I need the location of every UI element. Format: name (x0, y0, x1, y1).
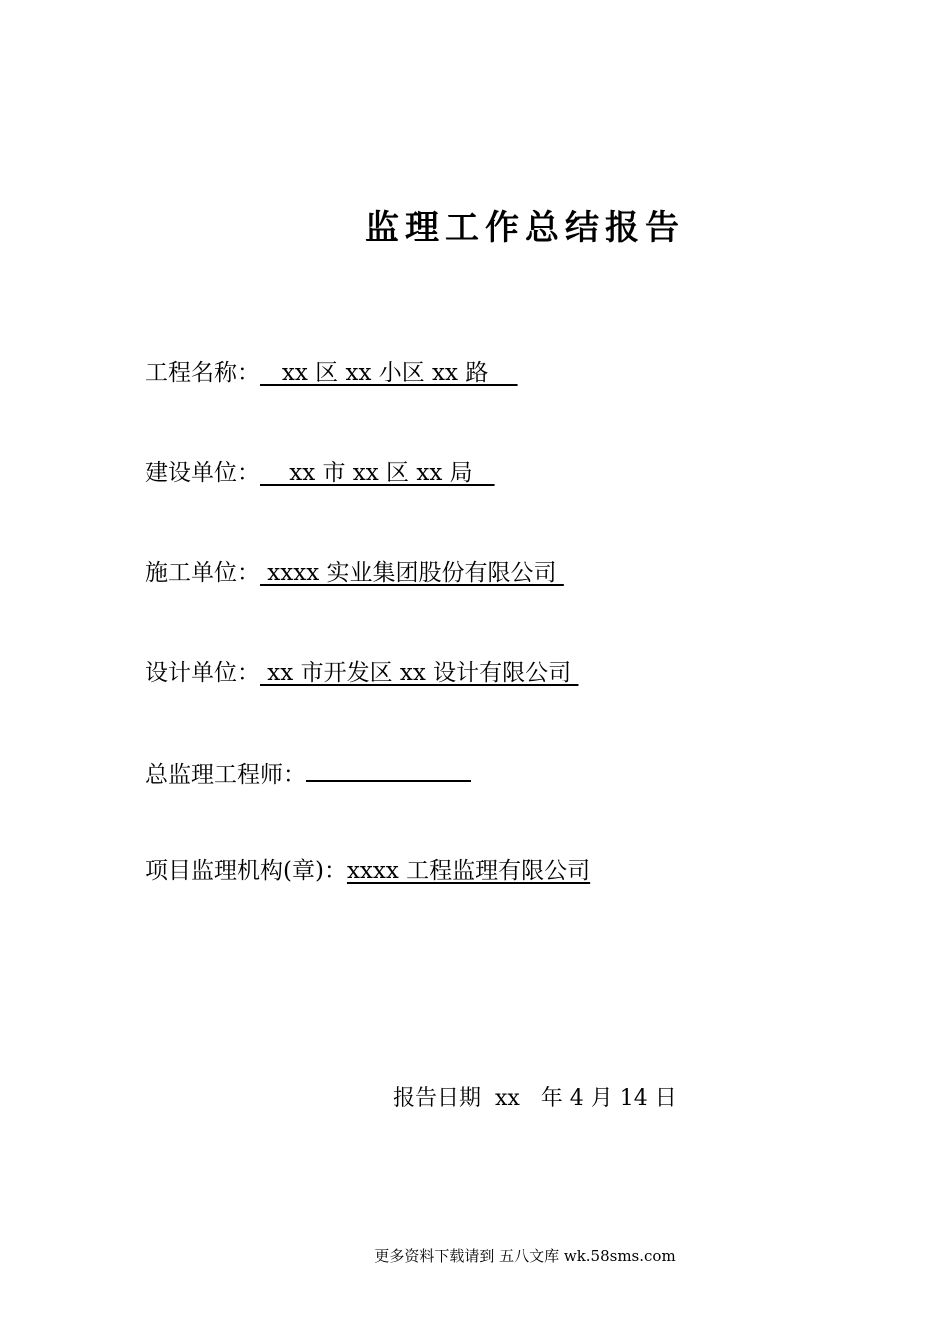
chief-supervisor-field (145, 758, 471, 790)
report-date: 报告日期 xx 年 4 月 14 日 (393, 1086, 677, 1111)
project-name-field (145, 358, 518, 388)
supervision-org-label: 项目监理机构(章)： (145, 858, 347, 884)
construction-owner-field (145, 458, 495, 488)
design-unit-value: xx 市开发区 xx 设计有限公司 (260, 660, 579, 686)
construction-owner-value: xx 市 xx 区 xx 局 (260, 460, 495, 486)
project-name-value: xx 区 xx 小区 xx 路 (260, 360, 518, 386)
supervision-org-value: xxxx 工程监理有限公司 (346, 858, 591, 884)
document-title: 监理工作总结报告 (365, 208, 685, 248)
design-unit-label: 设计单位： (145, 660, 260, 686)
chief-supervisor-blank-line (306, 758, 471, 782)
project-name-label: 工程名称： (145, 360, 260, 386)
contractor-value: xxxx 实业集团股份有限公司 (260, 560, 564, 586)
construction-owner-label: 建设单位： (145, 460, 260, 486)
contractor-label: 施工单位： (145, 560, 260, 586)
chief-supervisor-label: 总监理工程师： (145, 762, 306, 788)
design-unit-field (145, 658, 578, 688)
footer-text: 更多资料下载请到 五八文库 wk.58sms.com (374, 1247, 676, 1265)
supervision-org-field (145, 856, 590, 886)
contractor-field (145, 558, 564, 588)
